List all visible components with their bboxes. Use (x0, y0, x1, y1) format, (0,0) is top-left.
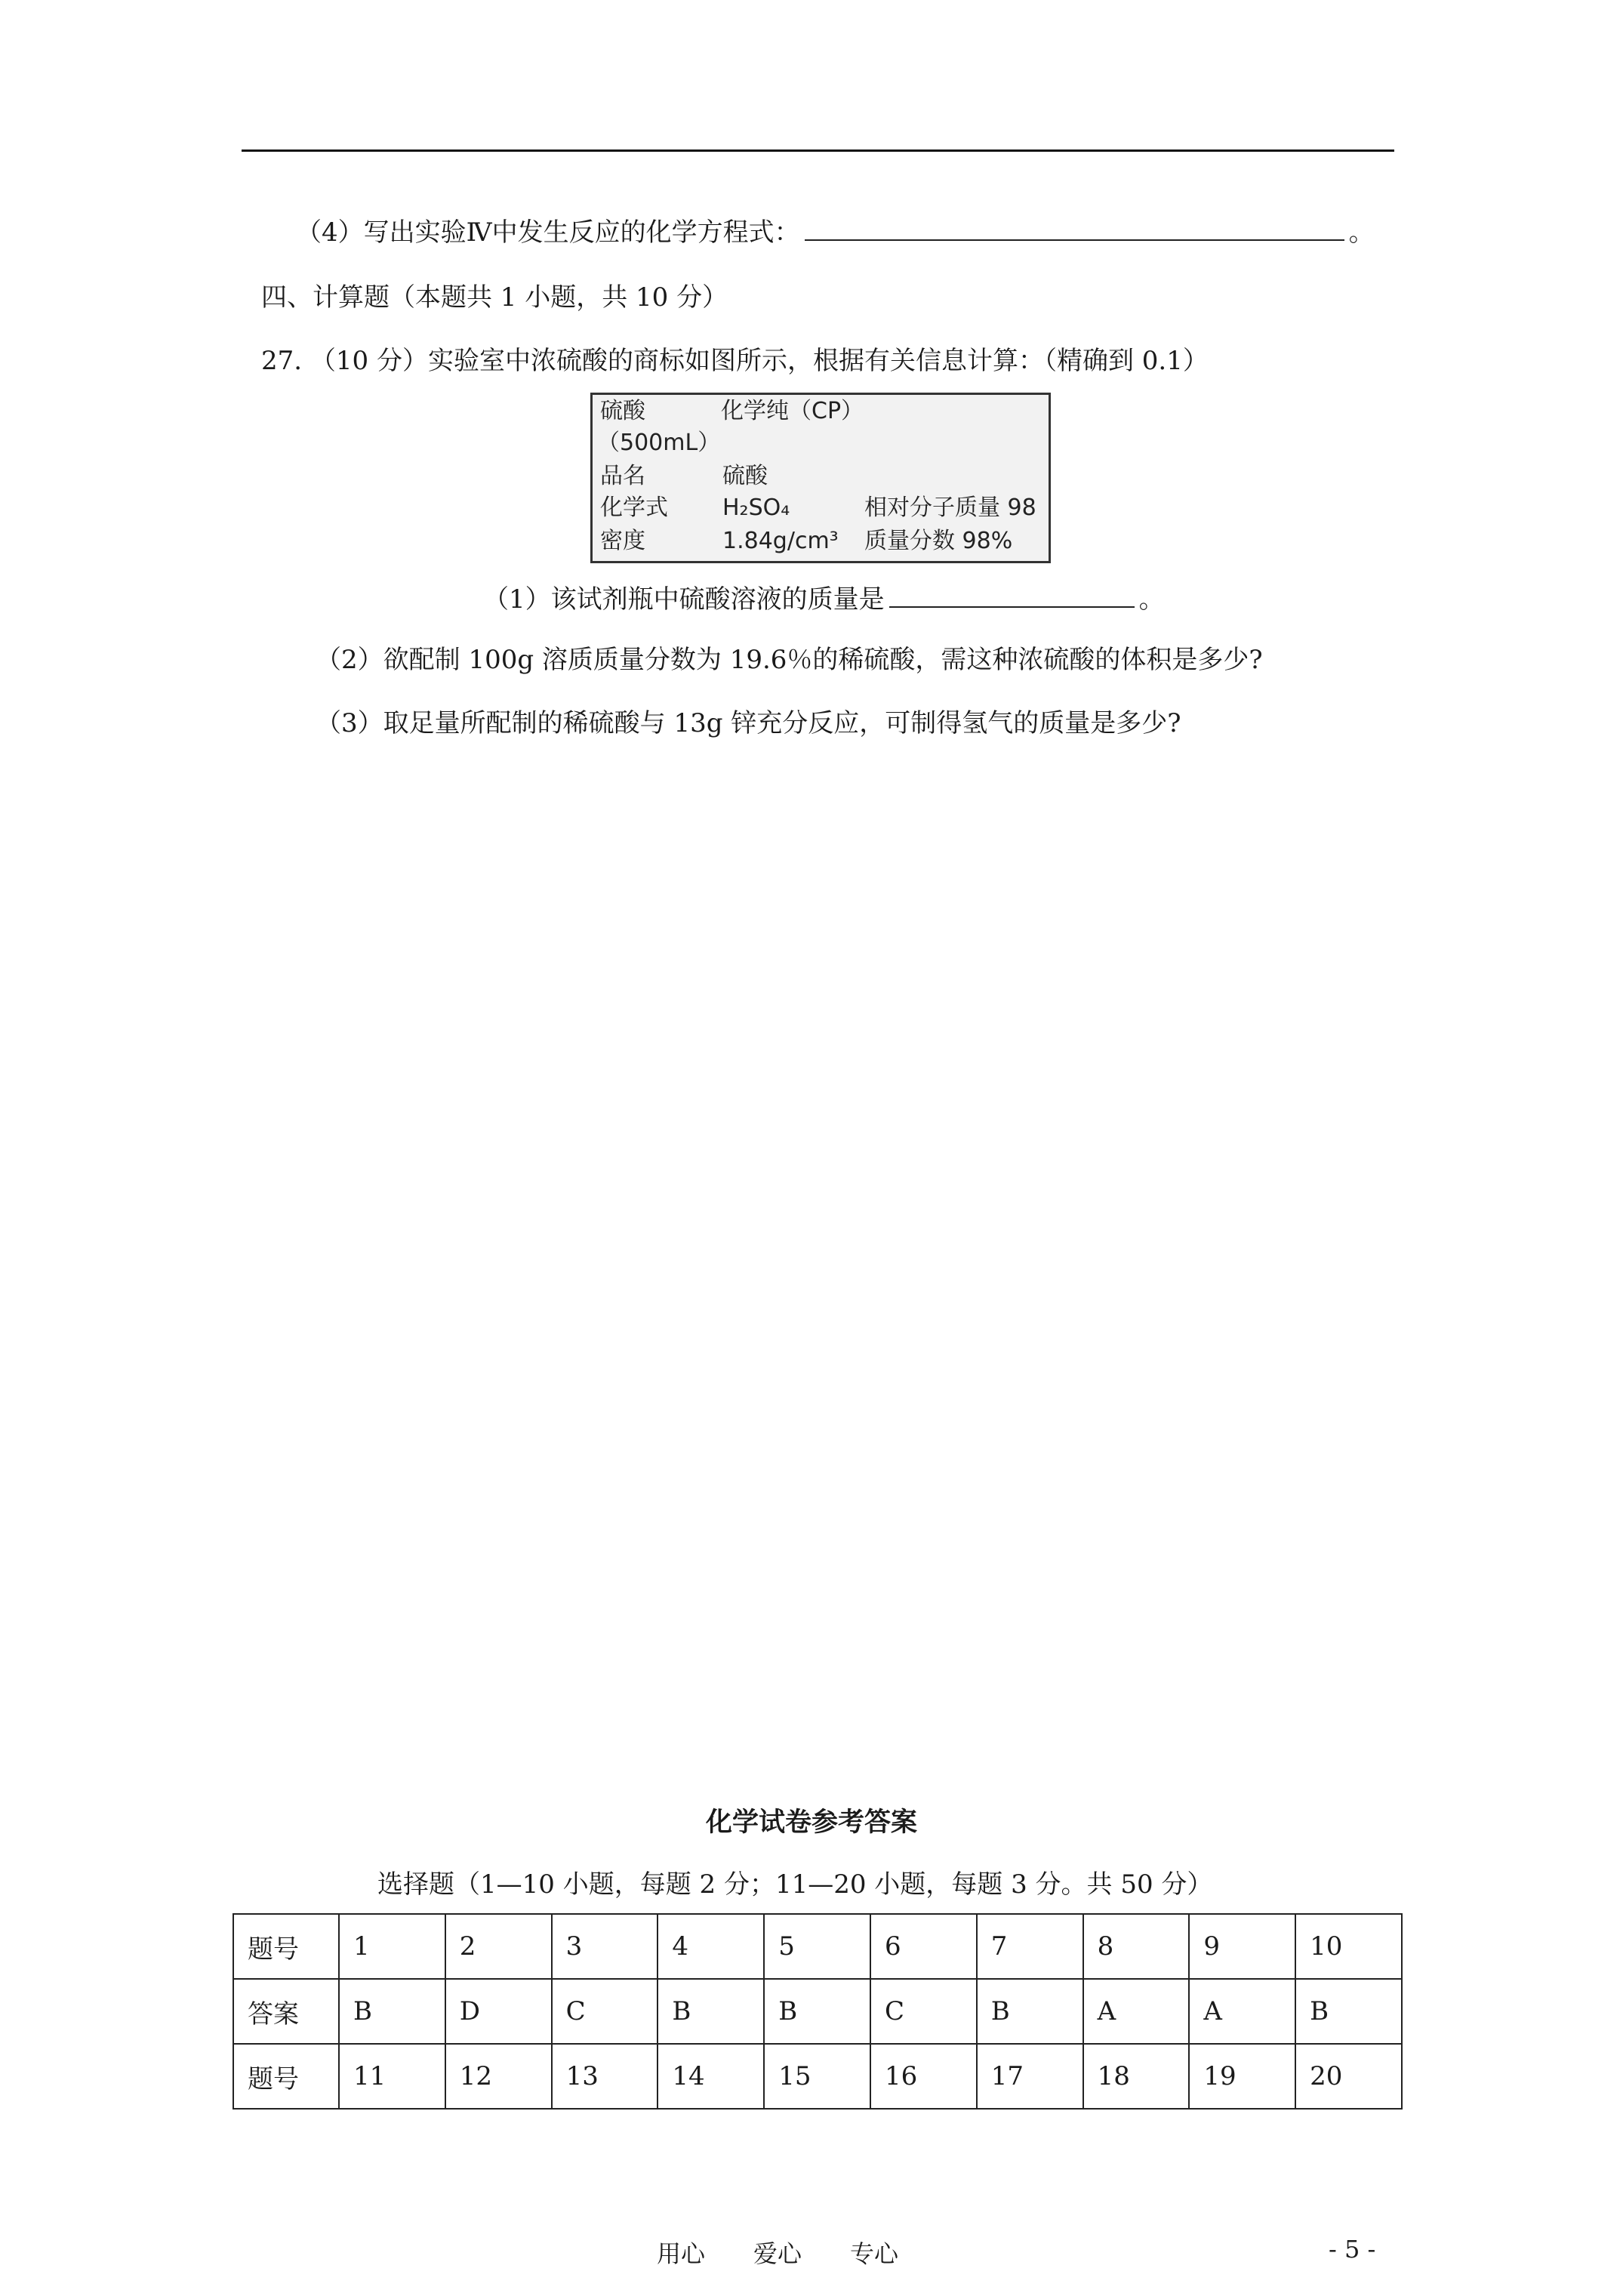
label-cell: 相对分子质量 98 (864, 495, 1036, 521)
table-cell: 19 (1189, 2044, 1295, 2109)
question-27-1-end: 。 (1138, 584, 1165, 615)
answer-blank[interactable] (889, 584, 1135, 608)
table-cell: B (658, 1979, 764, 2044)
answer-blank[interactable] (805, 217, 1344, 241)
label-cell: 化学式 (600, 495, 668, 521)
table-cell: B (764, 1979, 870, 2044)
table-cell: 18 (1083, 2044, 1190, 2109)
table-cell: 14 (658, 2044, 764, 2109)
table-cell: 2 (445, 1914, 552, 1979)
table-cell: A (1189, 1979, 1295, 2044)
table-cell: 6 (870, 1914, 977, 1979)
table-cell: 11 (339, 2044, 445, 2109)
question-26-4-text: （4）写出实验Ⅳ中发生反应的化学方程式： (296, 217, 800, 248)
table-row (233, 1914, 1402, 1979)
table-cell: B (977, 1979, 1083, 2044)
table-row-header: 题号 (233, 2044, 339, 2109)
table-cell: 13 (552, 2044, 658, 2109)
table-cell: 12 (445, 2044, 552, 2109)
table-cell: 17 (977, 2044, 1083, 2109)
table-cell: 7 (977, 1914, 1083, 1979)
answer-table (233, 1913, 1403, 2110)
table-row (233, 1979, 1402, 2044)
table-cell: A (1083, 1979, 1190, 2044)
table-cell: D (445, 1979, 552, 2044)
question-26-4 (296, 216, 1375, 249)
table-cell: 20 (1295, 2044, 1402, 2109)
sulfuric-acid-label (590, 393, 1051, 563)
question-27-3: （3）取足量所配制的稀硫酸与 13g 锌充分反应，可制得氢气的质量是多少? (316, 708, 1181, 738)
question-27-1 (483, 583, 1165, 616)
label-cell: （500mL） (597, 430, 721, 456)
table-row (233, 2044, 1402, 2109)
section-heading: 四、计算题（本题共 1 小题，共 10 分） (261, 282, 728, 313)
answer-key-subtitle: 选择题（1—10 小题，每题 2 分；11—20 小题，每题 3 分。共 50 分） (377, 1869, 1213, 1900)
table-cell: 4 (658, 1914, 764, 1979)
label-cell: 密度 (600, 528, 645, 554)
label-cell: 硫酸 (722, 463, 768, 489)
label-cell: 1.84g/cm³ (722, 528, 839, 554)
label-cell: 硫酸 (600, 398, 645, 424)
table-row-header: 题号 (233, 1914, 339, 1979)
table-cell: 9 (1189, 1914, 1295, 1979)
question-27-intro: 27. （10 分）实验室中浓硫酸的商标如图所示，根据有关信息计算：（精确到 0.1） (261, 346, 1209, 376)
table-cell: 8 (1083, 1914, 1190, 1979)
table-cell: B (339, 1979, 445, 2044)
footer-motto: 用心 爱心 专心 (657, 2239, 899, 2268)
table-cell: B (1295, 1979, 1402, 2044)
label-cell: 化学纯（CP） (721, 398, 864, 424)
table-cell: 3 (552, 1914, 658, 1979)
question-27-1-text: （1）该试剂瓶中硫酸溶液的质量是 (483, 584, 885, 615)
table-cell: C (870, 1979, 977, 2044)
question-27-2: （2）欲配制 100g 溶质质量分数为 19.6％的稀硫酸，需这种浓硫酸的体积是多少? (316, 645, 1263, 675)
question-26-4-end: 。 (1348, 217, 1375, 248)
label-cell: H₂SO₄ (722, 495, 790, 521)
table-cell: 15 (764, 2044, 870, 2109)
table-row-header: 答案 (233, 1979, 339, 2044)
label-cell: 品名 (600, 463, 645, 489)
header-rule (242, 149, 1394, 152)
table-cell: 16 (870, 2044, 977, 2109)
table-cell: 5 (764, 1914, 870, 1979)
table-cell: 10 (1295, 1914, 1402, 1979)
answer-key-title: 化学试卷参考答案 (705, 1807, 917, 1838)
table-cell: C (552, 1979, 658, 2044)
table-cell: 1 (339, 1914, 445, 1979)
label-cell: 质量分数 98% (864, 528, 1013, 554)
page-number: - 5 - (1329, 2235, 1376, 2264)
